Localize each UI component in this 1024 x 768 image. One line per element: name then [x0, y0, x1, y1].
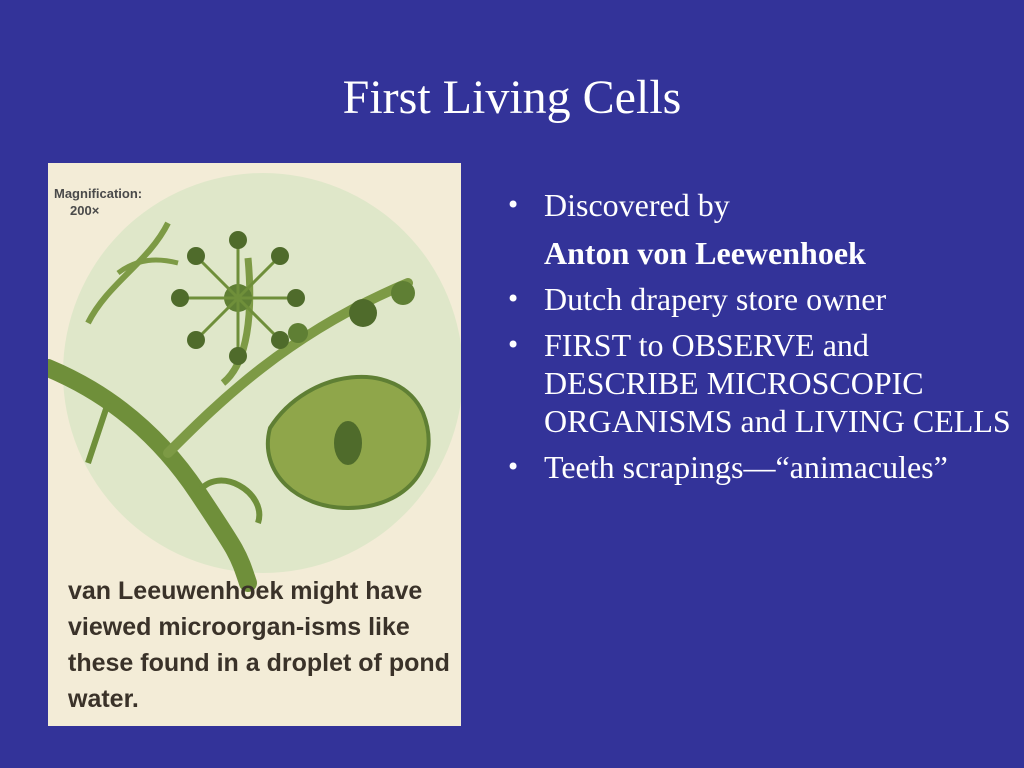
bud — [288, 323, 308, 343]
magnification-label — [54, 185, 142, 219]
bullet-text: Teeth scrapings—“animacules” — [544, 449, 948, 485]
bullet-icon: • — [506, 191, 521, 219]
microscope-figure — [48, 163, 461, 726]
bullet-icon: • — [506, 285, 521, 313]
bud — [349, 299, 377, 327]
bullet-text: Dutch drapery store owner — [544, 281, 887, 317]
organism-nucleus — [334, 421, 362, 465]
bullet-icon: • — [506, 453, 521, 481]
bullet-item — [502, 326, 1017, 440]
magnification-label-text: Magnification: — [54, 186, 143, 201]
bullet-text: Discovered by — [544, 187, 730, 223]
slide-title: First Living Cells — [342, 71, 682, 124]
bullet-item — [502, 186, 1017, 272]
bullet-list — [502, 186, 1017, 494]
bullet-subtext: Anton von Leewenhoek — [544, 235, 866, 271]
colony-organism — [171, 231, 305, 365]
magnification-value: 200× — [70, 203, 100, 218]
bullet-item — [502, 448, 1017, 486]
figure-caption: van Leeuwenhoek might have viewed microorgan-isms like these found in a droplet of pond water. — [68, 577, 450, 713]
bullet-item — [502, 280, 1017, 318]
bullet-text: FIRST to OBSERVE and DESCRIBE MICROSCOPIC ORGANISMS and LIVING CELLS — [544, 327, 1011, 439]
bullet-icon: • — [506, 331, 521, 359]
bud — [391, 281, 415, 305]
